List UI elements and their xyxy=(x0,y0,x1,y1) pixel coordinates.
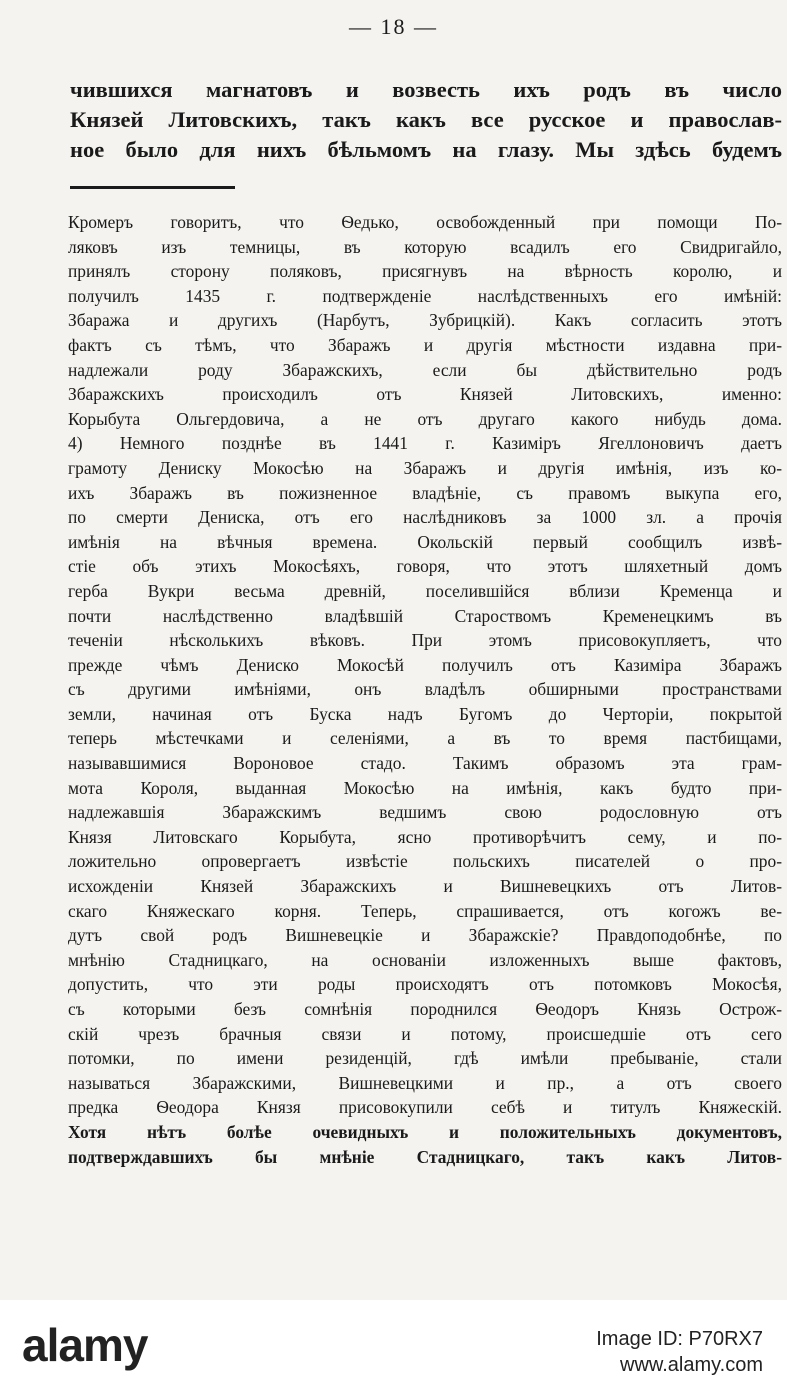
footnote-line: Збаража и другихъ (Нарбутъ, Зубрицкій). Какъ согласить этотъ xyxy=(68,310,782,331)
footnote-line: скаго Княжескаго корня. Теперь, спрашивается, отъ когожъ ве- xyxy=(68,900,782,921)
footnote-line: дутъ свой родъ Вишневецкіе и Збаражскіе? Правдоподобнѣе, по xyxy=(68,925,782,946)
footnote-line: грамоту Дениску Мокосѣю на Збаражъ и другія имѣнія, изъ ко- xyxy=(68,457,782,478)
main-text-line: Князей Литовскихъ, такъ какъ все русское и православ- xyxy=(70,107,782,132)
site-url: www.alamy.com xyxy=(620,1354,763,1376)
footnote-line: потомки, по имени резиденцій, гдѣ имѣли пребываніе, стали xyxy=(68,1048,782,1069)
footnote-line: ихъ Збаражъ въ пожизненное владѣніе, съ правомъ выкупа его, xyxy=(68,482,782,503)
footnote-line: ляковъ изъ темницы, въ которую всадилъ его Свидригайло, xyxy=(68,236,782,257)
footnote-line: называться Збаражскими, Вишневецкими и пр., а отъ своего xyxy=(68,1072,782,1093)
footnote-line: прежде чѣмъ Дениско Мокосѣй получилъ отъ Казиміра Збаражъ xyxy=(68,654,782,675)
footnote-text xyxy=(68,210,782,1169)
footnote-line: Кромеръ говоритъ, что Ѳедько, освобожденный при помощи По- xyxy=(68,212,782,232)
footnote-line: стіе объ этихъ Мокосѣяхъ, говоря, что этотъ шляхетный домъ xyxy=(68,556,782,577)
footnote-line: Хотя нѣтъ болѣе очевидныхъ и положительныхъ документовъ, xyxy=(68,1121,782,1142)
footnote-line: допустить, что эти роды происходятъ отъ потомковъ Мокосѣя, xyxy=(68,974,782,995)
footnote-line: надлежавшія Збаражскимъ ведшимъ свою родословную отъ xyxy=(68,802,782,823)
footnote-line: принялъ сторону поляковъ, присягнувъ на вѣрность королю, и xyxy=(68,261,782,282)
footnote-line: мнѣнію Стадницкаго, на основаніи изложенныхъ выше фактовъ, xyxy=(68,949,782,970)
footnote-line: подтверждавшихъ бы мнѣніе Стадницкаго, такъ какъ Литов- xyxy=(68,1146,782,1167)
footnote-line: почти наслѣдственно владѣвшій Староствомъ Кременецкимъ въ xyxy=(68,605,782,626)
footnote-line: имѣнія на вѣчныя времена. Окольскій первый сообщилъ извѣ- xyxy=(68,531,782,552)
footnote-line: исхожденіи Князей Збаражскихъ и Вишневецкихъ отъ Литов- xyxy=(68,876,782,897)
footnote-separator xyxy=(70,186,235,189)
image-id: Image ID: P70RX7 xyxy=(596,1328,763,1350)
footnote-line: фактъ съ тѣмъ, что Збаражъ и другія мѣстности издавна при- xyxy=(68,334,782,355)
main-text-line: ное было для нихъ бѣльмомъ на глазу. Мы здѣсь будемъ xyxy=(70,137,782,162)
footnote-line: Корыбута Ольгердовича, а не отъ другаго какого нибудь дома. xyxy=(68,408,782,429)
footnote-line: мота Короля, выданная Мокосѣю на имѣнія, какъ будто при- xyxy=(68,777,782,798)
alamy-logo: alamy xyxy=(22,1319,148,1371)
footnote-line: получилъ 1435 г. подтвержденіе наслѣдственныхъ его имѣній: xyxy=(68,285,782,306)
footnote-line: герба Вукри весьма древній, поселившійся вблизи Кременца и xyxy=(68,580,782,601)
footnote-line: съ которыми безъ сомнѣнія породнился Ѳеодоръ Князь Острож- xyxy=(68,999,782,1019)
main-text-line: чившихся магнатовъ и возвесть ихъ родъ въ число xyxy=(70,77,782,102)
footnote-line: съ другими имѣніями, онъ владѣлъ обширными пространствами xyxy=(68,679,782,700)
footnote-line: 4) Немного позднѣе въ 1441 г. Казиміръ Ягеллоновичъ даетъ xyxy=(68,433,782,454)
footnote-line: предка Ѳеодора Князя присовокупили себѣ и титулъ Княжескій. xyxy=(68,1097,782,1118)
footnote-line: по смерти Дениска, отъ его наслѣдниковъ за 1000 зл. а прочія xyxy=(68,507,782,528)
footnote-line: теперь мѣстечками и селеніями, а въ то время пастбищами, xyxy=(68,728,782,749)
footnote-line: надлежали роду Збаражскихъ, если бы дѣйствительно родъ xyxy=(68,359,782,380)
watermark-banner xyxy=(0,1300,787,1390)
footnote-line: называвшимися Вороновое стадо. Такимъ образомъ эта грам- xyxy=(68,753,782,774)
main-text xyxy=(70,75,782,165)
footnote-line: теченіи нѣсколькихъ вѣковъ. При этомъ присовокупляетъ, что xyxy=(68,630,782,651)
footnote-line: Збаражскихъ происходилъ отъ Князей Литовскихъ, именно: xyxy=(68,384,782,405)
footnote-line: земли, начиная отъ Буска надъ Бугомъ до Черторіи, покрытой xyxy=(68,703,782,724)
footnote-line: ложительно опровергаетъ извѣстіе польскихъ писателей о про- xyxy=(68,851,782,872)
page-number: — 18 — xyxy=(349,14,438,39)
footnote-line: скій чрезъ брачныя связи и потому, происшедшіе отъ сего xyxy=(68,1023,782,1044)
stock-info xyxy=(596,1326,763,1378)
footnote-line: Князя Литовскаго Корыбута, ясно противорѣчитъ сему, и по- xyxy=(68,826,782,847)
